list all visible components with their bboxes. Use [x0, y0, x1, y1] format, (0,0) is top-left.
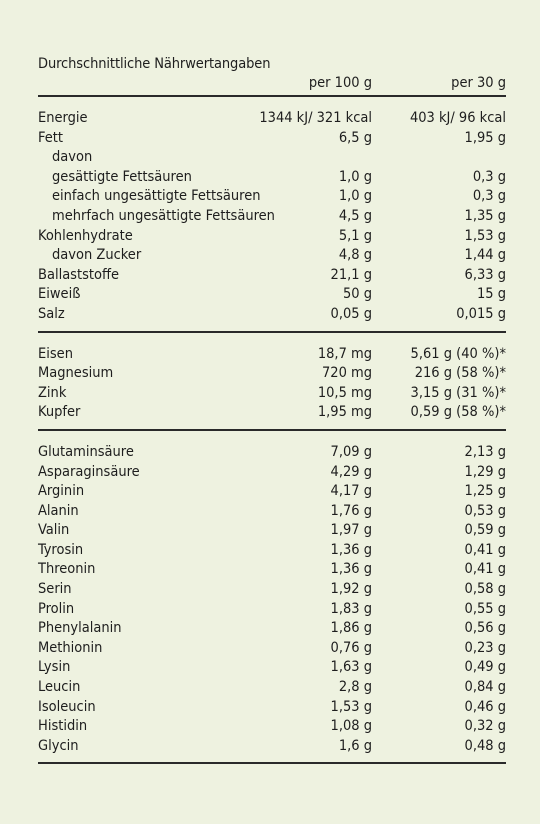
- value-per-30g: 0,3 g: [472, 168, 506, 185]
- table-row: [38, 639, 506, 659]
- value-per-100g: 10,5 mg: [317, 384, 372, 401]
- nutrient-name: Fett: [38, 129, 63, 146]
- value-per-30g: 403 kJ/ 96 kcal: [409, 110, 506, 126]
- value-per-100g: 1,0 g: [338, 168, 372, 185]
- table-row: [38, 187, 506, 207]
- value-per-30g: 1,35 g: [464, 207, 506, 224]
- value-per-30g: 15 g: [476, 286, 506, 303]
- header-per-30g: per 30 g: [451, 75, 506, 91]
- value-per-100g: [238, 148, 372, 168]
- nutrient-name: Isoleucin: [38, 698, 96, 715]
- nutrient-name: Leucin: [38, 679, 81, 696]
- table-row: [38, 168, 506, 188]
- table-row: [38, 541, 506, 561]
- table-row: [38, 207, 506, 227]
- table-row: [38, 364, 506, 384]
- value-per-100g: 50 g: [342, 286, 372, 303]
- nutrient-name: gesättigte Fettsäuren: [52, 168, 192, 185]
- table-row: [38, 403, 506, 423]
- value-per-30g: 1,95 g: [464, 129, 506, 146]
- nutrient-name: Valin: [38, 522, 70, 539]
- table-row: [38, 345, 506, 365]
- value-per-30g: 6,33 g: [464, 266, 506, 283]
- value-per-30g: 0,59 g (58 %)*: [410, 404, 506, 421]
- table-row: [38, 246, 506, 266]
- value-per-30g: 0,015 g: [456, 305, 506, 322]
- nutrient-name: Kohlenhydrate: [38, 227, 133, 244]
- nutrient-name: Magnesium: [38, 365, 114, 382]
- nutrient-name: mehrfach ungesättigte Fettsäuren: [52, 207, 275, 224]
- nutrient-name: davon Zucker: [52, 247, 142, 264]
- value-per-30g: 0,55 g: [464, 600, 506, 617]
- table-row: [38, 737, 506, 757]
- value-per-100g: 0,05 g: [330, 305, 372, 322]
- value-per-30g: 0,41 g: [464, 561, 506, 578]
- value-per-100g: 1,6 g: [338, 737, 372, 754]
- value-per-100g: 0,76 g: [330, 639, 372, 656]
- value-per-100g: 720 mg: [321, 365, 372, 382]
- table-row: [38, 148, 506, 168]
- table-row: [38, 717, 506, 737]
- nutrient-name: Glycin: [38, 737, 79, 754]
- value-per-30g: 0,32 g: [464, 718, 506, 735]
- nutrient-name: davon: [52, 149, 93, 166]
- nutrient-name: Salz: [38, 305, 65, 322]
- value-per-100g: 6,5 g: [338, 129, 372, 146]
- nutrient-name: Lysin: [38, 659, 71, 676]
- nutrient-name: Histidin: [38, 718, 88, 735]
- value-per-100g: 1,86 g: [330, 620, 372, 637]
- value-per-100g: 1,36 g: [330, 541, 372, 558]
- value-per-30g: 0,46 g: [464, 698, 506, 715]
- nutrient-name: Zink: [38, 384, 67, 401]
- value-per-100g: 4,29 g: [330, 463, 372, 480]
- value-per-30g: 1,44 g: [464, 247, 506, 264]
- value-per-30g: 0,3 g: [472, 188, 506, 205]
- nutrient-name: Threonin: [38, 561, 96, 578]
- table-row: [38, 560, 506, 580]
- right-edge-strip: [540, 0, 550, 824]
- table-title: Durchschnittliche Nährwertangaben: [38, 56, 271, 72]
- value-per-100g: 21,1 g: [330, 266, 372, 283]
- table-row: [38, 109, 506, 129]
- value-per-100g: 4,5 g: [338, 207, 372, 224]
- value-per-30g: 0,84 g: [464, 679, 506, 696]
- value-per-100g: 2,8 g: [338, 679, 372, 696]
- value-per-100g: 1,76 g: [330, 502, 372, 519]
- table-row: [38, 521, 506, 541]
- nutrient-name: Eiweiß: [38, 286, 81, 303]
- table-row: [38, 482, 506, 502]
- nutrient-name: Arginin: [38, 483, 85, 500]
- value-per-100g: 1,92 g: [330, 581, 372, 598]
- nutrient-name: Prolin: [38, 600, 75, 617]
- amino-acids-section: [38, 431, 506, 763]
- value-per-100g: 1,53 g: [330, 698, 372, 715]
- nutrient-name: einfach ungesättigte Fettsäuren: [52, 188, 261, 205]
- value-per-100g: 1,97 g: [330, 522, 372, 539]
- nutrient-name: Alanin: [38, 502, 79, 519]
- bottom-divider: [38, 762, 506, 764]
- value-per-100g: 1,95 mg: [317, 404, 372, 421]
- value-per-100g: 1,08 g: [330, 718, 372, 735]
- value-per-100g: 1,63 g: [330, 659, 372, 676]
- value-per-30g: 0,58 g: [464, 581, 506, 598]
- table-row: [38, 658, 506, 678]
- header-spacer: [38, 73, 238, 95]
- value-per-100g: 1344 kJ/ 321 kcal: [259, 110, 372, 126]
- value-per-30g: 0,53 g: [464, 502, 506, 519]
- nutrient-name: Serin: [38, 581, 72, 598]
- table-row: [38, 443, 506, 463]
- table-row: [38, 600, 506, 620]
- column-header-row: [38, 73, 506, 95]
- table-row: [38, 463, 506, 483]
- nutrition-table: [38, 55, 506, 764]
- nutrient-name: Phenylalanin: [38, 620, 122, 637]
- nutrient-name: Methionin: [38, 639, 103, 656]
- nutrient-name: Kupfer: [38, 404, 81, 421]
- value-per-30g: 5,61 g (40 %)*: [410, 345, 506, 362]
- table-row: [38, 227, 506, 247]
- value-per-30g: 0,41 g: [464, 541, 506, 558]
- value-per-30g: 216 g (58 %)*: [414, 365, 506, 382]
- table-row: [38, 285, 506, 305]
- value-per-30g: 3,15 g (31 %)*: [410, 384, 506, 401]
- value-per-30g: [372, 148, 506, 168]
- value-per-100g: 18,7 mg: [317, 345, 372, 362]
- nutrients-section: [38, 97, 506, 331]
- value-per-30g: 0,56 g: [464, 620, 506, 637]
- minerals-section: [38, 333, 506, 429]
- nutrient-name: Energie: [38, 110, 88, 126]
- value-per-30g: 1,29 g: [464, 463, 506, 480]
- value-per-30g: 2,13 g: [464, 443, 506, 460]
- value-per-100g: 1,83 g: [330, 600, 372, 617]
- table-row: [38, 580, 506, 600]
- value-per-100g: 1,0 g: [338, 188, 372, 205]
- nutrient-name: Glutaminsäure: [38, 443, 134, 460]
- table-row: [38, 698, 506, 718]
- nutrient-name: Asparaginsäure: [38, 463, 140, 480]
- value-per-100g: 4,17 g: [330, 483, 372, 500]
- nutrient-name: Eisen: [38, 345, 73, 362]
- table-row: [38, 266, 506, 286]
- table-row: [38, 305, 506, 325]
- table-row: [38, 502, 506, 522]
- value-per-30g: 1,53 g: [464, 227, 506, 244]
- value-per-100g: 4,8 g: [338, 247, 372, 264]
- value-per-30g: 0,48 g: [464, 737, 506, 754]
- nutrient-name: Tyrosin: [38, 541, 84, 558]
- header-per-100g: per 100 g: [308, 75, 372, 91]
- nutrient-name: Ballaststoffe: [38, 266, 119, 283]
- value-per-30g: 1,25 g: [464, 483, 506, 500]
- value-per-100g: 7,09 g: [330, 443, 372, 460]
- value-per-30g: 0,23 g: [464, 639, 506, 656]
- value-per-100g: 5,1 g: [338, 227, 372, 244]
- table-row: [38, 129, 506, 149]
- value-per-30g: 0,49 g: [464, 659, 506, 676]
- table-row: [38, 678, 506, 698]
- value-per-30g: 0,59 g: [464, 522, 506, 539]
- table-row: [38, 619, 506, 639]
- table-row: [38, 384, 506, 404]
- value-per-100g: 1,36 g: [330, 561, 372, 578]
